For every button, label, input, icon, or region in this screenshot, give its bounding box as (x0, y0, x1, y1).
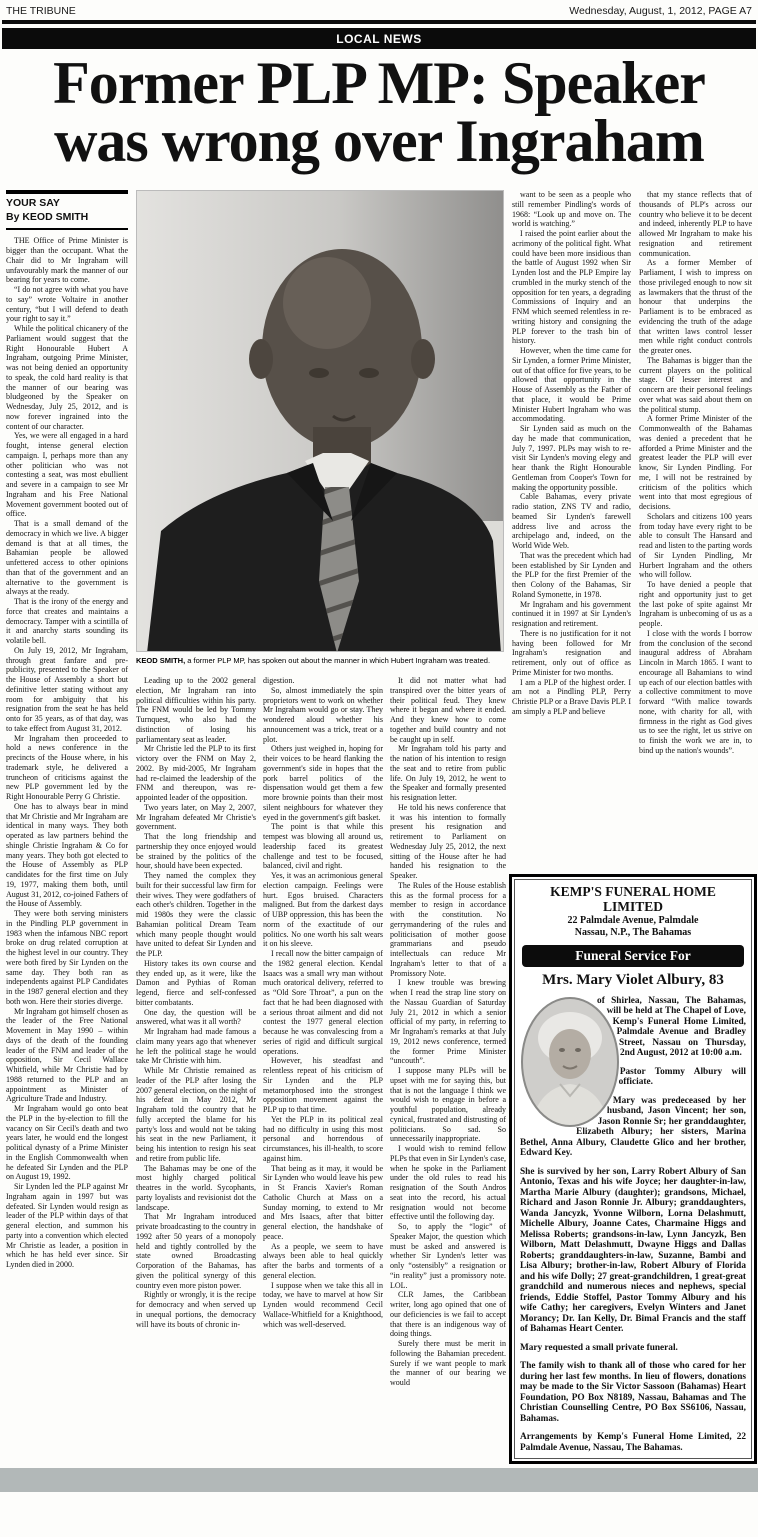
column-1-text (6, 236, 128, 1270)
paragraph: To have denied a people that right and opportunity just to get the last poke of spite against Mr Ingraham is unbecoming of us as a people. (639, 580, 752, 628)
keod-smith-photo (136, 190, 504, 652)
headline-line1: Former PLP MP: Speaker (53, 50, 705, 116)
paragraph: Yes, we were all engaged in a hard fought, intense general election campaign. I, perhaps more than any other politician who was not contesting a seat, was most ebullient and severe in a campaign to see Mr Ingraham and his Free National Movement government booted out of office. (6, 431, 128, 519)
paragraph: She is survived by her son, Larry Robert Albury of San Antonio, Texas and his wife Joyce; her daughter-in-law, Martha Marie Albury (daughter); grandsons, Michael, Richard and Jason Ronnie Jr. Albury; granddaughters, Wanda Jancyzk, Yvonne Wilborn, Lorna Delashmutt, Michelle Albury, Joanne Cates, Charmaine Higgs and Melissa Roberts; grandsons-in-law, Lynn Jancyzk, Ben Wilborn, Matt Delashmutt, Dwayne Higgs and Dallas Roberts; granddaughters-in-law, Suzanne, Bambi and Lisa Albury; brother-in-law, Robert Albury of Florida and his wife Dolly; 27 great-grandchildren, 1 great-great grandchild and numerous nieces and nephews, special friends, Eddie Stoffel, Pastor Tommy Albury and his wife Cathy; her caregivers, Evelyn Winters and Janet Morancy; Dr. Ian Kelly, Dr. Bimal Francis and the staff of Bahamas Heart Center. (520, 1166, 746, 1335)
paragraph: Others just weighed in, hoping for their voices to be heard flanking the government's side in hopes that the pork barrel politics of the dispensation would get them a few more brownie points than their most silent neighbours for whatever they eyed in the government's gift basket. (263, 744, 383, 822)
paragraph: of Shirlea, Nassau, The Bahamas, will be held at The Chapel of Love, Kemp's Funeral Home Limited, Palmdale Avenue and Bradley Street, Nassau on Thursday, 2nd August, 2012 at 10:00 a.m. (597, 995, 746, 1059)
paragraph: “I do not agree with what you have to say” wrote Voltaire in another century, “but I will defend to death your right to say it.” (6, 285, 128, 324)
paragraph: So, to apply the “logic” of Speaker Major, the question which must be asked and answered is whether Sir Lynden's letter was only “ostensibly” a resignation or “in reality” just a promissory note. LOL. (390, 1222, 506, 1290)
paragraph: The family wish to thank all of those who cared for her during her last few months. In lieu of flowers, donations may be made to the Sir Victor Sassoon (Bahamas) Heart Foundation, PO Box N8189, Nassau, Bahamas and The Christian Counselling Centre, PO Box SS6106, Nassau, Bahamas. (520, 1361, 746, 1424)
masthead-rule (2, 20, 756, 24)
headline (0, 50, 758, 174)
paragraph: However, his steadfast and relentless repeat of his criticism of Sir Lynden and the PLP metamorphosed into the strongest opposition movement against the PLP up to that time. (263, 1056, 383, 1114)
paragraph: I close with the words I borrow from the conclusion of the second inaugural address of Abraham Lincoln in March 1865. I want to encourage all Bahamians to wind up each of our election battles with a collective commitment to move forward “With malice towards none, with charity for all, with firmness in the right as God gives us to see the right, let us strive on to finish the work we are in, to bind up the nation's wounds”. (639, 628, 752, 755)
paragraph: Sir Lynden led the PLP against Mr Ingraham again in 1997 but was defeated. Sir Lynden would resign as leader of the PLP within days of that general election, and summon his party into a convention which elected Mr Christie as leader, a position in which he has held ever since. Sir Lynden died in 2000. (6, 1182, 128, 1270)
paragraph: Scholars and citizens 100 years from today have every right to be able to consult The Hansard and read and listen to the parting words of Sir Lynden Pindling, Mr Hurbert Ingraham and the others who will follow. (639, 511, 752, 580)
paragraph: I am a PLP of the highest order. I am not a Pindling PLP, Perry Christie PLP or a Brave Davis PLP. I am simply a PLP and believe (512, 677, 631, 716)
paragraph: On July 19, 2012, Mr Ingraham, through great fanfare and pre-publicity, presented to the Speaker of the House of Assembly a short but definitive letter stating without any room for ambiguity that his resignation from the seat he has held onto for 35 years, as of that day, was to take effect from August 31, 2012. (6, 645, 128, 733)
deceased-photo (520, 996, 620, 1128)
paragraph: I recall now the bitter campaign of the 1982 general election. Kendal Isaacs was a small wry man without much oratorical delivery, referred to as “Old Sore Throat”, a pun on the fact that he had been diagnosed with a serious throat ailment and did not contest the 1977 general election because he was convalescing from a series of rigid and difficult surgical operations. (263, 949, 383, 1056)
paragraph: Mr Ingraham told his party and the nation of his intention to resign the seat and to retire from public life. On July 19, 2012, he went to the Speaker and formally presented his resignation letter. (390, 744, 506, 802)
paragraph: That is the irony of the energy and force that creates and maintains a democracy. Tamper with a scintilla of it and anarchy starts sounding its volatile bell. (6, 597, 128, 646)
paragraph: The Bahamas is bigger than the current players on the political stage. Of lesser interest and concern are their personal feelings over what was said about them on the political stump. (639, 355, 752, 414)
paragraph: I suppose many PLPs will be upset with me for saying this, but that is not the language I think we would wish to engage in before a youthful population, already cynical, frustrated and distrusting of politicians. So sad. So unnecessarily inappropriate. (390, 1066, 506, 1144)
funeral-service-banner: Funeral Service For (522, 945, 744, 967)
paragraph: History takes its own course and they ended up, as it were, like the Damon and Pythias of Roman legend, fierce and self-confessed bitter combatants. (136, 958, 256, 1007)
section-bar (2, 28, 756, 49)
article-column-2 (136, 676, 256, 1464)
paper-title: THE TRIBUNE (6, 5, 76, 17)
paragraph: One has to always bear in mind that Mr Christie and Mr Ingraham are identical in many ways. They both operated as law partners behind the shingle Christie Ingraham & Co for many years. They both got elected to the House of Assembly as PLP candidates for the first time on July 19, 1977, making them both, until August 31, 2012, co-joined Fathers of the House of Assembly. (6, 801, 128, 909)
funeral-notice-body (520, 996, 746, 1454)
headline-line2: was wrong over Ingraham (54, 108, 704, 174)
paragraph: They named the complex they built for their successful law firm for their wives. They were godfathers of each other's children. Together in the mid 1980s they were the classic Bahamian political Dream Team which many people thought would have united to defeat Sir Lynden and the PLP. (136, 871, 256, 958)
paragraph: It did not matter what had transpired over the bitter years of their political feud. They knew where it began and where it ended. And they knew how to come together and build country and not be caught up in self. (390, 676, 506, 744)
paragraph: I knew trouble was brewing when I read the strap line story on the Nassau Guardian of Saturday July 21, 2012 in which a senior official of my party, in referring to Mr Ingraham's remarks at that July 19, 2012 news conference, termed the former Prime Minister “uncouth”. (390, 978, 506, 1066)
caption-text: a former PLP MP, has spoken out about the manner in which Hubert Ingraham was treated. (185, 656, 491, 665)
paragraph: That was the precedent which had been established by Sir Lynden and the PLP for the first Premier of the then Colony of the Bahamas, Sir Roland Symonette, in 1978. (512, 550, 631, 599)
funeral-home-address2: Nassau, N.P., The Bahamas (574, 926, 692, 938)
paragraph: However, when the time came for Sir Lynden, a former Prime Minister, out of that office for five years, to be allowed that opportunity in the House of Assembly as the Father of that place, it would be Prime Minister Hubert Ingraham who was accommodating. (512, 346, 631, 424)
column-author: By KEOD SMITH (6, 210, 89, 223)
paragraph: They were both serving ministers in the Pindling PLP government in 1983 when the infamous NBC report broke on drug related corruption at the highest level in our country. They were both fired by Sir Lynden on the same day. They both ran as independents against PLP Candidates in the 1987 general election and they both won. Here their stories diverge. (6, 909, 128, 1006)
paragraph: As a former Member of Parliament, I wish to impress on those privileged enough to now sit as lawmakers that the thrust of the honour that underpins the Parliament is to be embraced as evidencing the truth of the adage that written laws control lesser men while right conduct controls the greater ones. (639, 258, 752, 355)
paragraph: Cable Bahamas, every private radio station, ZNS TV and radio, beamed Sir Lynden's farewell address live and across the archipelago and, indeed, on the World Wide Web. (512, 492, 631, 550)
paragraph: I would wish to remind fellow PLPs that even in Sir Lynden's case, when he spoke in the Parliament under the old rules to read his resignation of the South Andros seat into the record, his actual resignation would not become effective until the following day. (390, 1144, 506, 1222)
article-column-5 (512, 190, 631, 868)
photo-caption (136, 656, 506, 665)
paragraph: So, almost immediately the spin proprietors went to work on whether Mr Ingraham would go or stay. They wondered aloud whether his announcement was a trick, treat or a plot. (263, 685, 383, 744)
paragraph: Mr Ingraham had made famous a claim many years ago that whenever he left the political stage he would take Mr Christie with him. (136, 1027, 256, 1066)
paragraph: want to be seen as a people who still remember Pindling's words of 1968: “Look up and move on. The world is watching.” (512, 190, 631, 229)
deceased-portrait-graphic (520, 996, 620, 1128)
paragraph: Sir Lynden said as much on the day he made that communication, July 7, 1997. PLPs may wish to re-visit Sir Lynden's moving elegy and hear thank the Right Honourable Gentleman from Cooper's Town for making the opportunity possible. (512, 424, 631, 492)
section-label: LOCAL NEWS (336, 31, 422, 46)
paragraph: That is a small demand of the democracy in which we live. A bigger demand is that at all times, the Bahamian people be allowed unfettered access to other opinions than that of the government and an alternative to the government is always at the ready. (6, 519, 128, 597)
masthead (0, 0, 758, 20)
paragraph: Mr Ingraham then proceeded to hold a news conference in the precincts of the House where, in his trademark style, he delivered a truncheon of criticisms against the new PLP government led by the Right Honourable Perry G Christie. (6, 733, 128, 802)
funeral-home-address1: 22 Palmdale Avenue, Palmdale (567, 914, 699, 926)
paragraph: Mr Christie led the PLP to its first victory over the FNM on May 2, 2002. By mid-2005, Mr Ingraham had re-claimed the leadership of the FNM and thereupon, was re-appointed leader of the opposition. (136, 744, 256, 802)
column-4-text (390, 676, 506, 1388)
paragraph: The point is that while this tempest was blowing all around us, leadership faced its greatest challenge and test to be focused, balanced, civil and right. (263, 822, 383, 871)
column-5-text (512, 190, 631, 717)
column-kicker: YOUR SAY (6, 197, 60, 209)
bottom-divider (0, 1468, 758, 1492)
paragraph: THE Office of Prime Minister is bigger than the occupant. What the Chair did to Mr Ingraham will unfavourably mark the manner of our bearing for years to come. (6, 236, 128, 285)
paragraph: While Mr Christie remained as leader of the PLP after losing the 2007 general election, on the night of his defeat in May 2012, Mr Ingraham told the country that he fully accepted the blame for his party's loss and would not be taking his seat in the new Parliament, it being his intention to resign his seat and retire from public life. (136, 1066, 256, 1163)
paragraph: Yes, it was an acrimonious general election campaign. Feelings were hurt. Egos bruised. Characters maligned. But from the darkest days of UBP oppression, this has been the norm of the exactitude of our politics. No one worth his salt wears it on his sleeve. (263, 871, 383, 949)
paragraph: That being as it may, it would be Sir Lynden who would leave his pew in St Francis Xavier's Roman Catholic Church at Mass on a Sunday morning, to extend to Mr and Mrs Isaacs, after that bitter general election, the handshake of peace. (263, 1163, 383, 1241)
column-2-text (136, 676, 256, 1329)
paragraph: Rightly or wrongly, it is the recipe for democracy and when served up in unequal portions, the democracy will have its bouts of chronic in- (136, 1290, 256, 1329)
byline-block (6, 190, 128, 230)
paragraph: Arrangements by Kemp's Funeral Home Limited, 22 Palmdale Avenue, Nassau, The Bahamas. (520, 1432, 746, 1453)
caption-name: KEOD SMITH, (136, 656, 186, 665)
paragraph: Surely there must be merit in following the Bahamian precedent. Surely if we want people to mark the manner of our bearing we would (390, 1339, 506, 1387)
paragraph: While the political chicanery of the Parliament would suggest that the Right Honourable Hubert A Ingraham, outgoing Prime Minister, was not being denied an opportunity to speak, the cold hard reality is that the manner of our bearing was bludgeoned by the Speaker on Wednesday, July 25, 2012, and is now forever ingrained into the content of our character. (6, 324, 128, 431)
paragraph: Mr Ingraham got himself chosen as the leader of the Free National Movement in May 1990 – within days of the death of the founding leader of the FNM and leader of the opposition, Sir Cecil Wallace Whitfield, while Mr Christie had by 1988 returned to the PLP and an appointment as Minister of Agriculture Trade and Industry. (6, 1006, 128, 1104)
column-6-text (639, 190, 752, 756)
paragraph: There is no justification for it not having been followed for Mr Ingraham's resignation and retirement, only out of office as Prime Minister for two months. (512, 628, 631, 677)
paragraph: Mr Ingraham and his government continued it in 1997 at Sir Lynden's resignation and retirement. (512, 599, 631, 628)
deceased-name: Mrs. Mary Violet Albury, 83 (542, 971, 724, 988)
paragraph: That Mr Ingraham introduced private broadcasting to the country in 1992 after 50 years of a monopoly held and tightly controlled by the state owned Broadcasting Corporation of the Bahamas, has given the political synergy of this country even more piston power. (136, 1212, 256, 1290)
paragraph: As a people, we seem to have always been able to heal quickly after the barbs and torments of a general election. (263, 1241, 383, 1280)
paragraph: That the long friendship and partnership they once enjoyed would be strained by the politics of the hour, should have been expected. (136, 832, 256, 871)
paragraph: digestion. (263, 676, 295, 685)
keod-smith-portrait-graphic (137, 191, 504, 652)
paragraph: Mary was predeceased by her husband, Jason Vincent; her son, Jason Ronnie Sr; her granddaughter, Elizabeth Albury; her sisters, Marina Bethel, Anna Albury, Claudette Glico and her brother, Edward Key. (520, 1095, 746, 1159)
article-column-4 (390, 676, 506, 1464)
paragraph: that my stance reflects that of thousands of PLP's across our country who believe it to be decent and indeed, inherently PLP to have allowed Mr Ingraham to make his resignation and retirement communication. (639, 190, 752, 258)
paragraph: The Rules of the House establish this as the formal process for a member to resign in accordance with the constitution. No gerrymandering of the rules and politicisation of mother goose grammarians and pseudo intellectuals can reduce Mr Ingraham's letter to that of a Promissory Note. (390, 880, 506, 978)
paragraph: Mr Ingraham would go onto beat the PLP in the by-election to fill the vacancy on Sir Cecil's death and two years later, he would end the longest political dynasty of a Prime Minister in the English Commonwealth when he defeated Sir Lynden and the PLP on August 19, 1992. (6, 1104, 128, 1182)
paragraph: Two years later, on May 2, 2007, Mr Ingraham defeated Mr Christie's government. (136, 802, 256, 832)
paragraph: Yet the PLP in its political zeal had no difficulty in using this most personal and horrendous of circumstances, his ill-health, to score against him. (263, 1114, 383, 1163)
funeral-ad (509, 874, 757, 1464)
paragraph: A former Prime Minister of the Commonwealth of the Bahamas was denied a precedent that he afforded a Prime Minister and the greatest leader the PLP will ever know, Sir Lynden Pindling. For me, I will not be restrained by criticism of the politics which went into that most egregious of decisions. (639, 414, 752, 511)
article-column-1 (6, 190, 128, 1440)
funeral-home-name: KEMP'S FUNERAL HOME LIMITED (550, 884, 716, 914)
paragraph: Pastor Tommy Albury will officiate. (618, 1066, 746, 1088)
article-column-3 (263, 676, 383, 1464)
paragraph: He told his news conference that it was his intention to formally present his resignation and retirement to Parliament on Wednesday July 25, 2012, the next sitting of the House after he had handed his resignation to the Speaker. (390, 802, 506, 880)
column-3-text (263, 676, 383, 1329)
paragraph: Mary requested a small private funeral. (520, 1342, 678, 1353)
paragraph: CLR James, the Caribbean writer, long ago opined that one of our deficiencies is we fail to accept that there is an indigenous way of doing things. (390, 1290, 506, 1339)
paragraph: One day, the question will be answered, what was it all worth? (136, 1007, 256, 1027)
paragraph: Leading up to the 2002 general election, Mr Ingraham ran into political difficulties within his party. The FNM would be led by Tommy Turnquest, who also had the distinction of losing his parliamentary seat as leader. (136, 676, 256, 744)
article-column-6 (639, 190, 752, 868)
paragraph: The Bahamas may be one of the most highly charged political theatres in the world. Sycophants, party loyalists and revisionist dot the landscape. (136, 1163, 256, 1212)
issue-date: Wednesday, August, 1, 2012, PAGE A7 (569, 5, 752, 17)
paragraph: I suppose when we take this all in today, we have to marvel at how Sir Lynden would recommend Cecil Wallace-Whitfield for a Knighthood, which was well-deserved. (263, 1280, 383, 1329)
paragraph: I raised the point earlier about the acrimony of the political fight. What could have been more insidious than the battle of August 1992 when Sir Lynden lost and the PLP Empire lay crumbled in the murky stench of the opposition for ten years, a degrading Commissions of Inquiry and an FNM which seemed relentless in re-writing history and consigning the PLP forever to the trash bin of history. (512, 229, 631, 346)
